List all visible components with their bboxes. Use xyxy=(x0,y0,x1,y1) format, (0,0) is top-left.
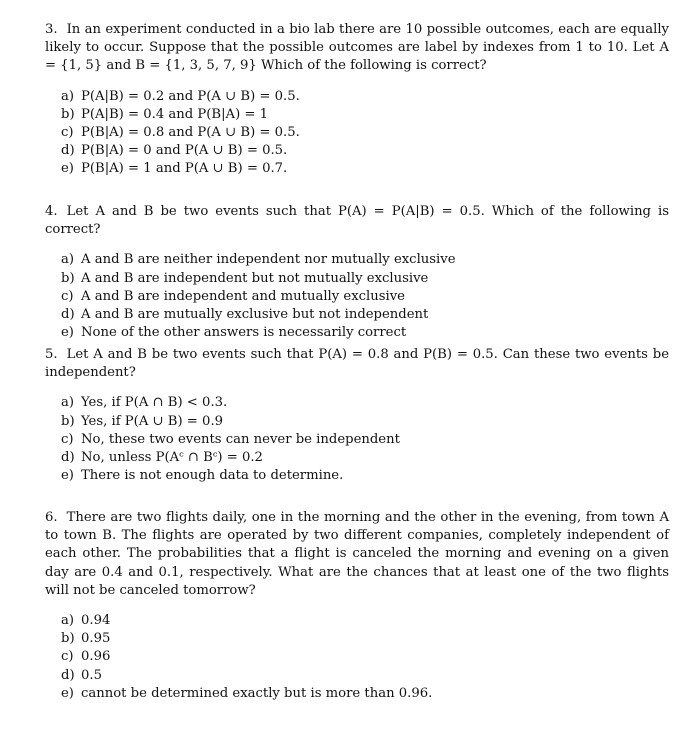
option-text: P(A|B) = 0.2 and P(A ∪ B) = 0.5. xyxy=(81,88,300,104)
option-c[interactable] xyxy=(61,124,669,142)
option-list xyxy=(61,612,669,703)
option-c[interactable] xyxy=(61,648,669,666)
option-a[interactable] xyxy=(61,251,669,269)
question-number: 5. xyxy=(45,347,58,362)
option-text: 0.5 xyxy=(81,667,102,683)
option-label: b) xyxy=(61,106,75,122)
option-label: a) xyxy=(61,88,75,104)
option-d[interactable] xyxy=(61,306,669,324)
option-list xyxy=(61,394,669,485)
option-list xyxy=(61,251,669,342)
option-label: a) xyxy=(61,252,75,268)
question-5 xyxy=(45,346,669,485)
option-list xyxy=(61,88,669,179)
stem-text: Let A and B be two events such that P(A) = 0.8 and P(B) = 0.5. Can these two events be independent? xyxy=(45,347,669,381)
option-text: There is not enough data to determine. xyxy=(81,468,344,484)
question-stem xyxy=(45,346,669,382)
option-label: e) xyxy=(61,161,74,177)
question-4 xyxy=(45,203,669,342)
option-label: d) xyxy=(61,667,75,683)
option-e[interactable] xyxy=(61,467,669,485)
option-text: Yes, if P(A ∪ B) = 0.9 xyxy=(81,413,224,429)
question-stem xyxy=(45,509,669,600)
option-c[interactable] xyxy=(61,288,669,306)
option-a[interactable] xyxy=(61,88,669,106)
option-text: P(B|A) = 0 and P(A ∪ B) = 0.5. xyxy=(81,143,288,159)
question-6 xyxy=(45,509,669,703)
option-label: c) xyxy=(61,431,74,447)
option-label: c) xyxy=(61,125,74,141)
option-text: A and B are neither independent nor mutually exclusive xyxy=(81,252,456,268)
option-d[interactable] xyxy=(61,449,669,467)
stem-text: In an experiment conducted in a bio lab there are 10 possible outcomes, each are equally likely to occur. Suppose that the possible outcomes are label by indexes from 1 to 10. Let A = {1, 5} and B = {1, 3, 5, 7, 9} Which of the following is correct? xyxy=(45,22,669,74)
stem-text: There are two flights daily, one in the morning and the other in the evening, from town A to town B. The flights are operated by two different companies, completely independent of each other. The probabilities that a flight is canceled the morning and evening on a given day are 0.4 and 0.1, respectively. What are the chances that at least one of the two flights will not be canceled tomorrow? xyxy=(45,510,669,598)
option-a[interactable] xyxy=(61,394,669,412)
option-label: b) xyxy=(61,631,75,647)
option-label: d) xyxy=(61,450,75,466)
question-number: 4. xyxy=(45,204,58,219)
option-text: P(B|A) = 0.8 and P(A ∪ B) = 0.5. xyxy=(81,125,300,141)
option-label: b) xyxy=(61,413,75,429)
option-text: A and B are independent and mutually exclusive xyxy=(81,288,405,304)
option-e[interactable] xyxy=(61,160,669,178)
option-b[interactable] xyxy=(61,270,669,288)
option-d[interactable] xyxy=(61,142,669,160)
option-label: d) xyxy=(61,307,75,323)
option-label: d) xyxy=(61,143,75,159)
option-text: 0.95 xyxy=(81,631,111,647)
option-text: No, these two events can never be independent xyxy=(81,431,400,447)
option-b[interactable] xyxy=(61,106,669,124)
option-a[interactable] xyxy=(61,612,669,630)
option-e[interactable] xyxy=(61,324,669,342)
option-text: No, unless P(Aᶜ ∩ Bᶜ) = 0.2 xyxy=(81,450,263,466)
option-c[interactable] xyxy=(61,431,669,449)
option-label: a) xyxy=(61,395,75,411)
option-text: cannot be determined exactly but is more than 0.96. xyxy=(81,685,433,701)
question-3 xyxy=(45,21,669,179)
option-text: P(B|A) = 1 and P(A ∪ B) = 0.7. xyxy=(81,161,288,177)
option-d[interactable] xyxy=(61,667,669,685)
question-stem xyxy=(45,21,669,76)
option-label: e) xyxy=(61,685,74,701)
option-e[interactable] xyxy=(61,685,669,703)
option-text: P(A|B) = 0.4 and P(B|A) = 1 xyxy=(81,106,269,122)
option-label: c) xyxy=(61,288,74,304)
option-label: e) xyxy=(61,325,74,341)
option-label: c) xyxy=(61,649,74,665)
option-text: A and B are mutually exclusive but not independent xyxy=(81,307,429,323)
option-text: A and B are independent but not mutually exclusive xyxy=(81,270,429,286)
option-label: a) xyxy=(61,613,75,629)
question-stem xyxy=(45,203,669,239)
question-number: 6. xyxy=(45,510,58,525)
option-text: 0.94 xyxy=(81,613,111,629)
stem-text: Let A and B be two events such that P(A) = P(A|B) = 0.5. Which of the following is correct? xyxy=(45,204,669,238)
option-text: None of the other answers is necessarily correct xyxy=(81,325,407,341)
option-text: 0.96 xyxy=(81,649,111,665)
option-text: Yes, if P(A ∩ B) < 0.3. xyxy=(81,395,228,411)
option-b[interactable] xyxy=(61,413,669,431)
option-label: b) xyxy=(61,270,75,286)
question-number: 3. xyxy=(45,22,58,37)
option-b[interactable] xyxy=(61,630,669,648)
option-label: e) xyxy=(61,468,74,484)
